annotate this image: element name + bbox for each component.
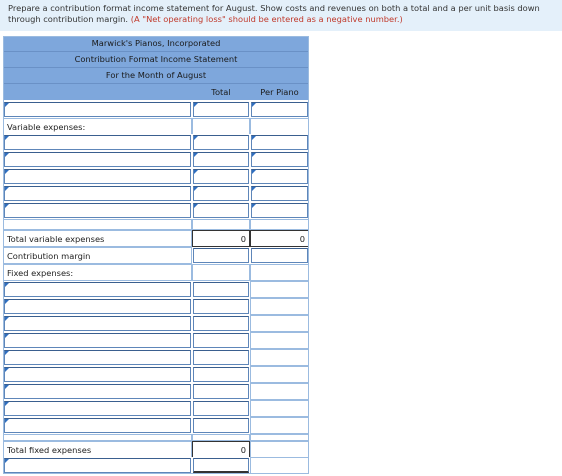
column-header-blank	[3, 84, 192, 100]
total-fixed-expenses-total: 0	[240, 445, 246, 455]
column-header-per-piano: Per Piano	[250, 84, 309, 100]
instructions-panel	[0, 0, 562, 31]
total-amount-input[interactable]	[193, 186, 249, 201]
total-fixed-expenses-label: Total fixed expenses	[7, 445, 92, 455]
line-item-label-input[interactable]	[4, 418, 191, 433]
line-item-label-input[interactable]	[4, 186, 191, 201]
line-item-label-input[interactable]	[4, 299, 191, 314]
dropdown-marker-icon	[252, 136, 256, 140]
per-unit-amount-input[interactable]	[251, 169, 308, 184]
table-row	[3, 185, 309, 202]
table-row-spacer	[3, 434, 309, 441]
table-row	[3, 247, 309, 264]
statement-period: For the Month of August	[3, 68, 309, 84]
line-item-label-input[interactable]	[4, 316, 191, 331]
per-unit-amount-input[interactable]	[251, 152, 308, 167]
dropdown-marker-icon	[5, 283, 9, 287]
line-item-label-input[interactable]	[4, 350, 191, 365]
dropdown-marker-icon	[5, 170, 9, 174]
net-operating-income-total-input[interactable]	[193, 458, 249, 473]
dropdown-marker-icon	[5, 204, 9, 208]
line-item-label-input[interactable]	[4, 102, 191, 117]
column-header-total: Total	[192, 84, 250, 100]
dropdown-marker-icon	[194, 187, 198, 191]
total-amount-input[interactable]	[193, 135, 249, 150]
total-amount-input[interactable]	[193, 316, 249, 331]
instructions-text: Prepare a contribution format income statement for August. Show costs and revenues on both a total and a per unit basis down through contribution margin.	[8, 3, 540, 24]
per-unit-amount-input[interactable]	[251, 102, 308, 117]
total-amount-input[interactable]	[193, 299, 249, 314]
line-item-label-input[interactable]	[4, 203, 191, 218]
company-name: Marwick's Pianos, Incorporated	[3, 36, 309, 52]
total-variable-expenses-per-unit: 0	[299, 234, 305, 244]
dropdown-marker-icon	[5, 459, 9, 463]
instructions-note: (A "Net operating loss" should be entered as a negative number.)	[130, 13, 403, 24]
line-item-label-input[interactable]	[4, 152, 191, 167]
table-row	[3, 202, 309, 219]
dropdown-marker-icon	[5, 334, 9, 338]
per-unit-amount-input[interactable]	[251, 203, 308, 218]
dropdown-marker-icon	[5, 187, 9, 191]
table-row	[3, 134, 309, 151]
total-amount-input[interactable]	[193, 102, 249, 117]
variable-expenses-label: Variable expenses:	[7, 122, 86, 132]
line-item-label-input[interactable]	[4, 367, 191, 382]
line-item-label-input[interactable]	[4, 282, 191, 297]
table-row	[3, 441, 309, 458]
dropdown-marker-icon	[194, 103, 198, 107]
table-row	[3, 332, 309, 349]
total-amount-input[interactable]	[193, 333, 249, 348]
total-amount-input[interactable]	[193, 282, 249, 297]
total-amount-input[interactable]	[193, 401, 249, 416]
table-row	[3, 281, 309, 298]
line-item-label-input[interactable]	[4, 169, 191, 184]
dropdown-marker-icon	[5, 385, 9, 389]
table-row	[3, 315, 309, 332]
dropdown-marker-icon	[252, 103, 256, 107]
total-amount-input[interactable]	[193, 418, 249, 433]
table-row	[3, 230, 309, 247]
dropdown-marker-icon	[5, 419, 9, 423]
table-row	[3, 383, 309, 400]
table-row-spacer	[3, 219, 309, 230]
total-variable-expenses-total: 0	[240, 234, 246, 244]
dropdown-marker-icon	[194, 136, 198, 140]
fixed-expenses-label: Fixed expenses:	[7, 268, 74, 278]
table-row	[3, 366, 309, 383]
total-amount-input[interactable]	[193, 152, 249, 167]
line-item-label-input[interactable]	[4, 401, 191, 416]
dropdown-marker-icon	[5, 153, 9, 157]
table-row	[3, 151, 309, 168]
dropdown-marker-icon	[194, 153, 198, 157]
total-amount-input[interactable]	[193, 350, 249, 365]
table-row	[3, 400, 309, 417]
per-unit-amount-input[interactable]	[251, 186, 308, 201]
total-amount-input[interactable]	[193, 384, 249, 399]
line-item-label-input[interactable]	[4, 135, 191, 150]
table-row	[3, 298, 309, 315]
dropdown-marker-icon	[252, 187, 256, 191]
table-row	[3, 168, 309, 185]
dropdown-marker-icon	[252, 204, 256, 208]
dropdown-marker-icon	[5, 103, 9, 107]
table-row	[3, 264, 309, 281]
table-row	[3, 457, 309, 474]
dropdown-marker-icon	[252, 170, 256, 174]
contribution-margin-label: Contribution margin	[7, 251, 91, 261]
dropdown-marker-icon	[194, 170, 198, 174]
dropdown-marker-icon	[5, 136, 9, 140]
table-row	[3, 349, 309, 366]
contribution-margin-per-unit-input[interactable]	[251, 248, 308, 263]
table-row	[3, 417, 309, 434]
dropdown-marker-icon	[5, 368, 9, 372]
dropdown-marker-icon	[5, 317, 9, 321]
per-unit-amount-input[interactable]	[251, 135, 308, 150]
dropdown-marker-icon	[5, 402, 9, 406]
line-item-label-input[interactable]	[4, 458, 191, 473]
dropdown-marker-icon	[5, 351, 9, 355]
table-row	[3, 101, 309, 118]
dropdown-marker-icon	[5, 300, 9, 304]
line-item-label-input[interactable]	[4, 333, 191, 348]
income-statement-table	[3, 36, 309, 474]
total-variable-expenses-label: Total variable expenses	[7, 234, 105, 244]
contribution-margin-total-input[interactable]	[193, 248, 249, 263]
line-item-label-input[interactable]	[4, 384, 191, 399]
dropdown-marker-icon	[252, 153, 256, 157]
dropdown-marker-icon	[194, 204, 198, 208]
total-amount-input[interactable]	[193, 169, 249, 184]
total-amount-input[interactable]	[193, 203, 249, 218]
total-amount-input[interactable]	[193, 367, 249, 382]
statement-title: Contribution Format Income Statement	[3, 52, 309, 68]
